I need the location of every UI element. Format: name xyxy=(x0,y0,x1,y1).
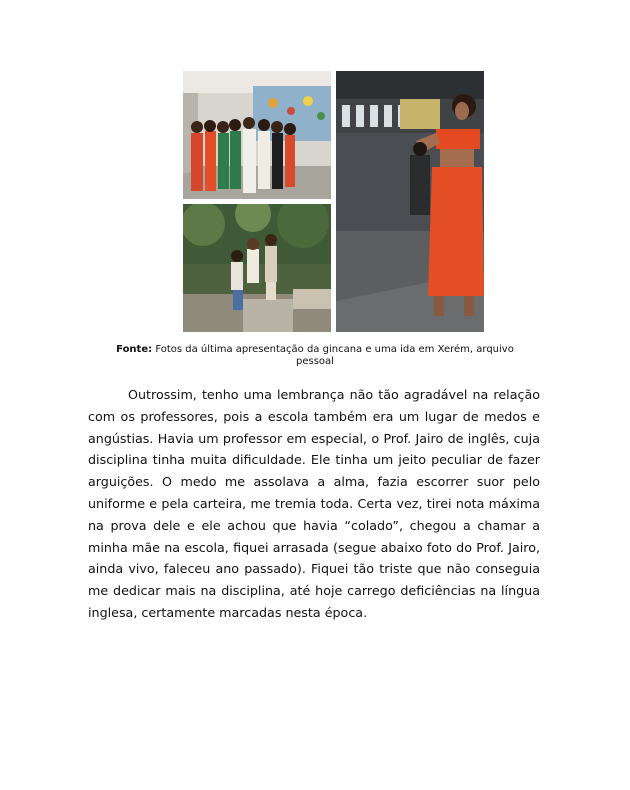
caption-label: Fonte: xyxy=(116,344,153,355)
photo-trip-xerem xyxy=(183,204,331,332)
photo-dancer xyxy=(336,71,484,332)
caption-text: Fotos da última apresentação da gincana e uma ida em Xerém, arquivo pessoal xyxy=(155,344,514,367)
photo-group-performance xyxy=(183,71,331,199)
body-paragraph: Outrossim, tenho uma lembrança não tão agradável na relação com os professores, pois a escola também era um lugar de medos e angústias. Havia um professor em especial, o Prof. Jairo de inglês, cuja disciplina tinha muita dificuldade. Ele tinha um jeito peculiar de fazer arguições. O medo me assolava a alma, fazia escorrer suor pelo uniforme e pela carteira, me tremia toda. Certa vez, tirei nota máxima na prova dele e ele achou que havia “colado”, chegou a chamar a minha mãe na escola, fiquei arrasada (segue abaixo foto do Prof. Jairo, ainda vivo, faleceu ano passado). Fiquei tão triste que não conseguia me dedicar mais na disciplina, até hoje carrego deficiências na língua inglesa, certamente marcadas nesta época. xyxy=(88,387,540,620)
figure-caption xyxy=(100,344,530,368)
